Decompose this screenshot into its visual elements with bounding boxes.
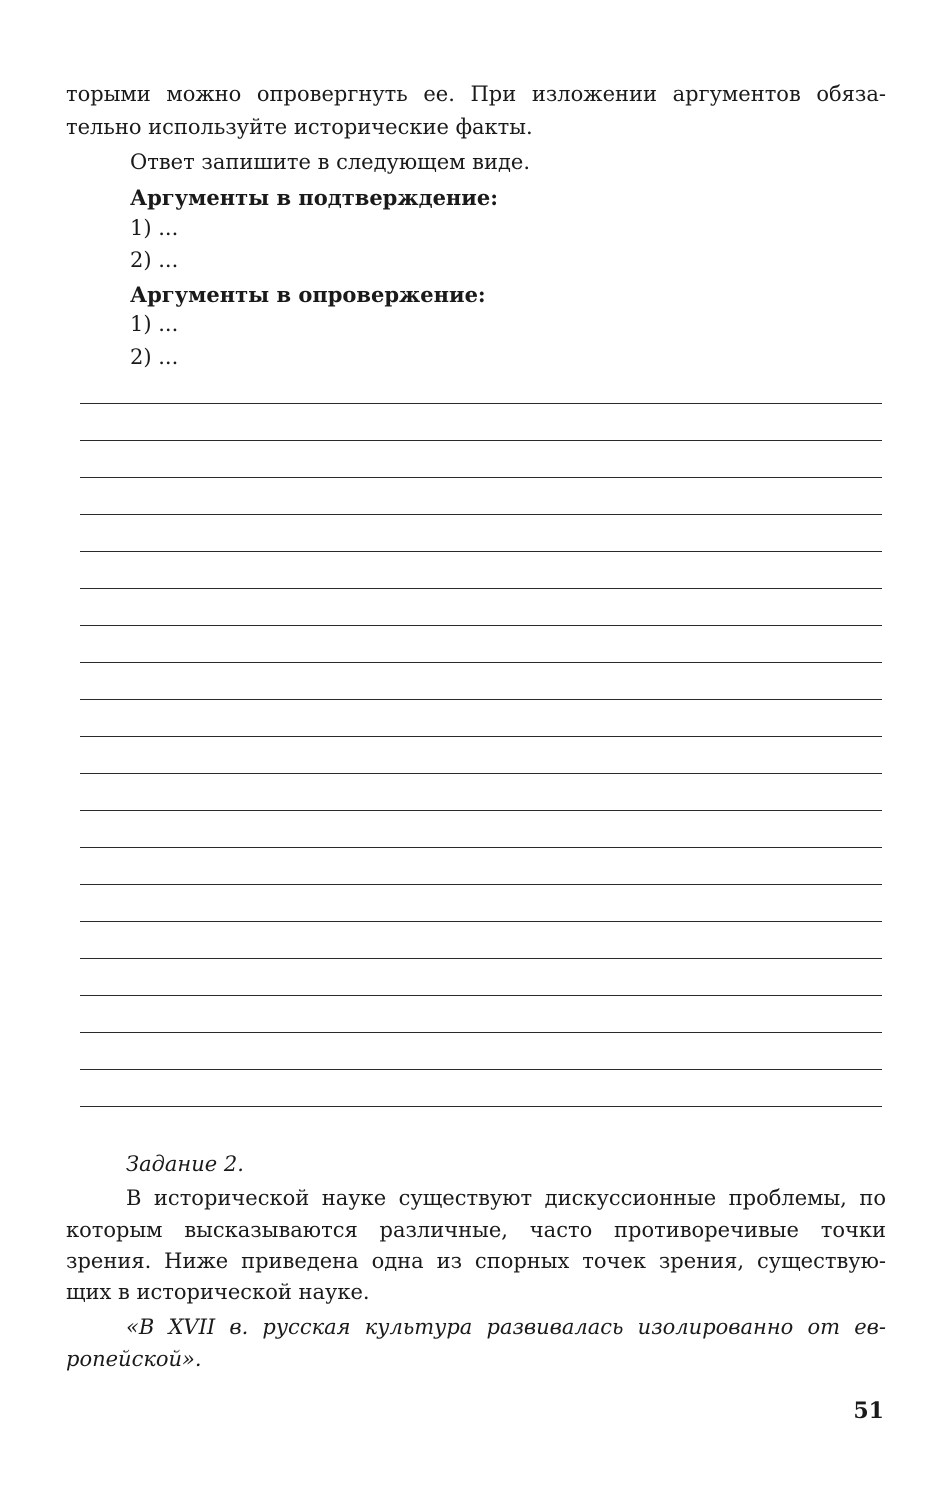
answer-line[interactable] [80,514,882,515]
answer-line[interactable] [80,810,882,811]
support-item-2: 2) ... [130,248,179,272]
answer-line[interactable] [80,958,882,959]
answer-line[interactable] [80,588,882,589]
task2-quote-line-1: «В XVII в. русская культура развивалась изолированно от ев- [126,1315,886,1339]
task2-text-line-2: которым высказываются различные, часто противоречивые точки [66,1218,886,1242]
task2-text-line-3: зрения. Ниже приведена одна из спорных точек зрения, существую- [66,1249,886,1273]
refute-item-1: 1) ... [130,312,179,336]
task2-text-line-4: щих в исторической науке. [66,1280,370,1304]
refute-heading: Аргументы в опровержение: [130,282,486,307]
answer-line[interactable] [80,773,882,774]
task2-text-line-1: В исторической науке существуют дискуссионные проблемы, по [126,1186,886,1210]
intro-line-1: торыми можно опровергнуть ее. При изложении аргументов обяза- [66,82,886,106]
answer-instruction: Ответ запишите в следующем виде. [130,150,530,174]
task2-title: Задание 2. [126,1152,244,1176]
answer-line[interactable] [80,440,882,441]
intro-line-2: тельно используйте исторические факты. [66,115,533,139]
answer-line[interactable] [80,403,882,404]
page-number: 51 [853,1398,884,1424]
answer-line[interactable] [80,884,882,885]
support-heading: Аргументы в подтверждение: [130,185,498,210]
answer-line[interactable] [80,662,882,663]
answer-line[interactable] [80,551,882,552]
answer-line[interactable] [80,1106,882,1107]
answer-line[interactable] [80,921,882,922]
support-item-1: 1) ... [130,216,179,240]
answer-line[interactable] [80,477,882,478]
answer-line[interactable] [80,847,882,848]
task2-quote-line-2: ропейской». [66,1347,202,1371]
answer-line[interactable] [80,736,882,737]
answer-line[interactable] [80,699,882,700]
answer-line[interactable] [80,995,882,996]
answer-line[interactable] [80,1069,882,1070]
refute-item-2: 2) ... [130,345,179,369]
answer-line[interactable] [80,1032,882,1033]
answer-line[interactable] [80,625,882,626]
